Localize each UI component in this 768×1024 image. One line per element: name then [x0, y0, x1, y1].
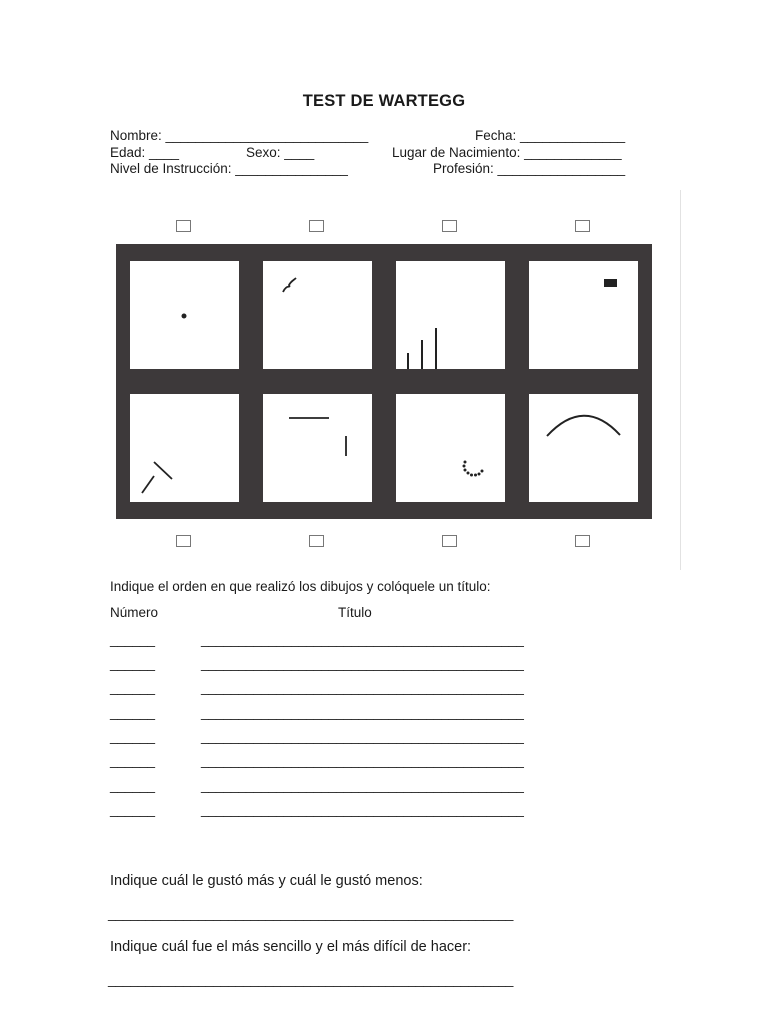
page-title: TEST DE WARTEGG [302, 92, 466, 110]
order-checkbox-4[interactable] [575, 220, 590, 232]
titulo-line[interactable]: ___________________________________________ [201, 705, 524, 720]
numero-line[interactable]: ______ [110, 778, 156, 793]
order-checkbox-3[interactable] [442, 220, 457, 232]
profesion-field[interactable]: Profesión: _________________ [433, 161, 626, 176]
titulo-line[interactable]: ___________________________________________ [201, 778, 524, 793]
order-checkbox-6[interactable] [309, 535, 324, 547]
drawing-field-2[interactable] [263, 261, 372, 369]
titulo-line[interactable]: ___________________________________________ [201, 656, 524, 671]
arc-stimulus-icon [529, 394, 638, 502]
column-header-numero: Número [110, 605, 159, 620]
drawing-field-4[interactable] [529, 261, 638, 369]
lugar-nacimiento-field[interactable]: Lugar de Nacimiento: _____________ [392, 145, 622, 160]
drawing-field-1[interactable] [130, 261, 239, 369]
ascending-lines-stimulus-icon [396, 261, 505, 369]
titulo-line[interactable]: ___________________________________________ [201, 680, 524, 695]
titulo-line[interactable]: ___________________________________________ [201, 753, 524, 768]
diagonal-lines-stimulus-icon [130, 394, 239, 502]
dotted-semicircle-stimulus-icon [396, 394, 505, 502]
nivel-instruccion-field[interactable]: Nivel de Instrucción: _______________ [110, 161, 348, 176]
answer-line-most-least-liked[interactable]: ______________________________________________________ [108, 906, 514, 921]
edad-field[interactable]: Edad: ____ [110, 145, 180, 160]
drawing-field-7[interactable] [396, 394, 505, 502]
order-checkbox-7[interactable] [442, 535, 457, 547]
fecha-field[interactable]: Fecha: ______________ [475, 128, 626, 143]
order-checkbox-5[interactable] [176, 535, 191, 547]
numero-line[interactable]: ______ [110, 656, 156, 671]
numero-line[interactable]: ______ [110, 705, 156, 720]
order-checkbox-1[interactable] [176, 220, 191, 232]
perpendicular-lines-stimulus-icon [263, 394, 372, 502]
numero-line[interactable]: ______ [110, 753, 156, 768]
order-instruction: Indique el orden en que realizó los dibujos y colóquele un título: [110, 579, 491, 594]
numero-line[interactable]: ______ [110, 680, 156, 695]
answer-line-easiest-hardest[interactable]: ______________________________________________________ [108, 972, 514, 987]
numero-line[interactable]: ______ [110, 729, 156, 744]
titulo-line[interactable]: ___________________________________________ [201, 729, 524, 744]
page-edge-divider [680, 190, 681, 570]
drawing-field-8[interactable] [529, 394, 638, 502]
wartegg-board [116, 244, 652, 519]
drawing-field-3[interactable] [396, 261, 505, 369]
question-most-least-liked: Indique cuál le gustó más y cuál le gustó menos: [110, 873, 423, 889]
order-checkbox-2[interactable] [309, 220, 324, 232]
question-easiest-hardest: Indique cuál fue el más sencillo y el más difícil de hacer: [110, 939, 472, 955]
drawing-field-5[interactable] [130, 394, 239, 502]
drawing-field-6[interactable] [263, 394, 372, 502]
numero-line[interactable]: ______ [110, 802, 156, 817]
numero-line[interactable]: ______ [110, 632, 156, 647]
black-square-stimulus-icon [529, 261, 638, 369]
column-header-titulo: Título [338, 605, 372, 620]
titulo-line[interactable]: ___________________________________________ [201, 802, 524, 817]
titulo-line[interactable]: ___________________________________________ [201, 632, 524, 647]
sexo-field[interactable]: Sexo: ____ [246, 145, 315, 160]
wave-stimulus-icon [263, 261, 372, 369]
nombre-field[interactable]: Nombre: ___________________________ [110, 128, 369, 143]
order-checkbox-8[interactable] [575, 535, 590, 547]
dot-stimulus-icon [130, 261, 239, 369]
